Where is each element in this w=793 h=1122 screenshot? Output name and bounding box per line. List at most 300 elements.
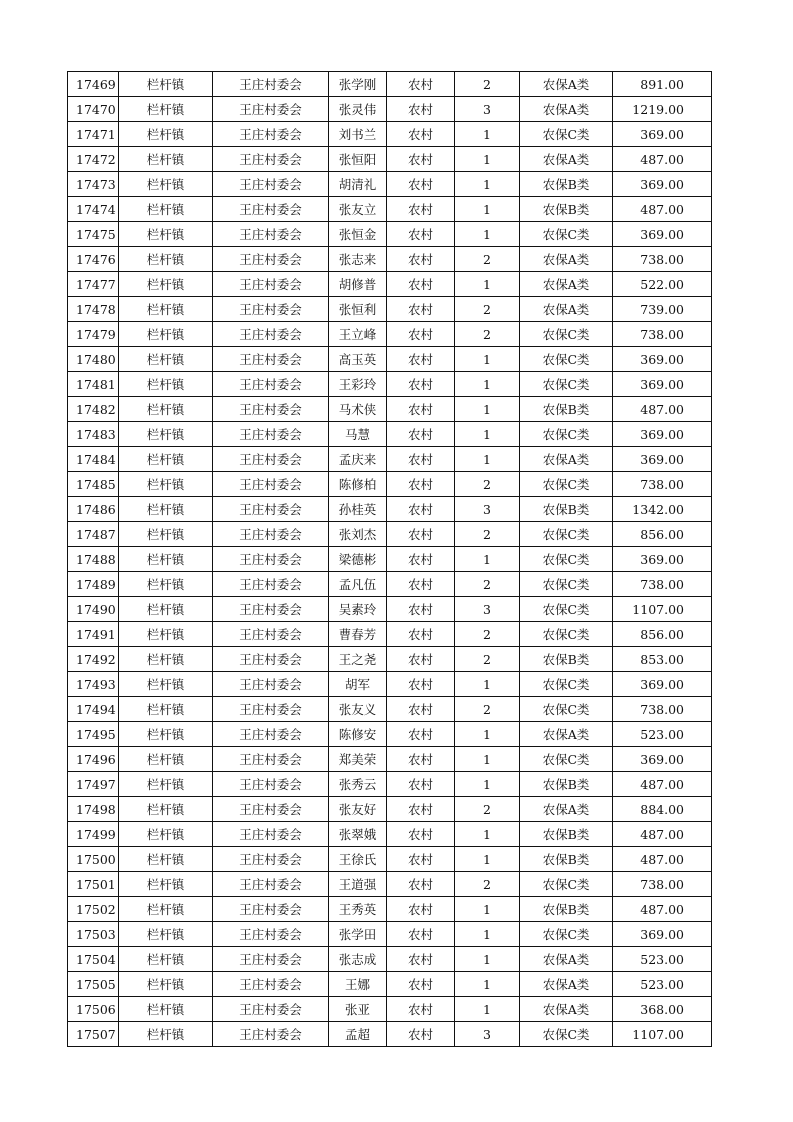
village-committee-cell: 王庄村委会 (213, 597, 329, 622)
household-count-cell: 1 (455, 172, 520, 197)
household-count-cell: 2 (455, 797, 520, 822)
insurance-category-cell: 农保C类 (520, 697, 613, 722)
table-row (68, 272, 712, 297)
town-cell: 栏杆镇 (119, 647, 213, 672)
name-cell: 吴素玲 (329, 597, 387, 622)
household-count-cell: 1 (455, 272, 520, 297)
name-cell: 郑美荣 (329, 747, 387, 772)
household-count-cell: 1 (455, 347, 520, 372)
name-cell: 王彩玲 (329, 372, 387, 397)
table-row (68, 422, 712, 447)
village-committee-cell: 王庄村委会 (213, 722, 329, 747)
household-count-cell: 2 (455, 247, 520, 272)
area-type-cell: 农村 (387, 672, 455, 697)
insurance-category-cell: 农保C类 (520, 622, 613, 647)
household-count-cell: 2 (455, 622, 520, 647)
insurance-category-cell: 农保B类 (520, 847, 613, 872)
amount-cell: 369.00 (613, 547, 712, 572)
town-cell: 栏杆镇 (119, 622, 213, 647)
insurance-category-cell: 农保B类 (520, 172, 613, 197)
area-type-cell: 农村 (387, 772, 455, 797)
amount-cell: 856.00 (613, 522, 712, 547)
area-type-cell: 农村 (387, 797, 455, 822)
household-count-cell: 1 (455, 972, 520, 997)
village-committee-cell: 王庄村委会 (213, 272, 329, 297)
record-id-cell: 17499 (68, 822, 119, 847)
village-committee-cell: 王庄村委会 (213, 622, 329, 647)
household-count-cell: 3 (455, 97, 520, 122)
area-type-cell: 农村 (387, 447, 455, 472)
record-id-cell: 17494 (68, 697, 119, 722)
insurance-category-cell: 农保B类 (520, 647, 613, 672)
area-type-cell: 农村 (387, 622, 455, 647)
village-committee-cell: 王庄村委会 (213, 772, 329, 797)
household-count-cell: 2 (455, 697, 520, 722)
village-committee-cell: 王庄村委会 (213, 147, 329, 172)
amount-cell: 738.00 (613, 247, 712, 272)
household-count-cell: 1 (455, 847, 520, 872)
record-id-cell: 17489 (68, 572, 119, 597)
insurance-category-cell: 农保A类 (520, 272, 613, 297)
table-row (68, 122, 712, 147)
insurance-category-cell: 农保A类 (520, 147, 613, 172)
record-id-cell: 17507 (68, 1022, 119, 1047)
area-type-cell: 农村 (387, 297, 455, 322)
name-cell: 王之尧 (329, 647, 387, 672)
table-row (68, 197, 712, 222)
household-count-cell: 1 (455, 397, 520, 422)
record-id-cell: 17503 (68, 922, 119, 947)
village-committee-cell: 王庄村委会 (213, 872, 329, 897)
record-id-cell: 17490 (68, 597, 119, 622)
amount-cell: 1107.00 (613, 1022, 712, 1047)
amount-cell: 369.00 (613, 122, 712, 147)
amount-cell: 1219.00 (613, 97, 712, 122)
household-count-cell: 1 (455, 897, 520, 922)
area-type-cell: 农村 (387, 847, 455, 872)
table-row (68, 397, 712, 422)
household-count-cell: 2 (455, 472, 520, 497)
name-cell: 王娜 (329, 972, 387, 997)
name-cell: 张友义 (329, 697, 387, 722)
area-type-cell: 农村 (387, 897, 455, 922)
table-row (68, 822, 712, 847)
area-type-cell: 农村 (387, 422, 455, 447)
household-count-cell: 3 (455, 597, 520, 622)
village-committee-cell: 王庄村委会 (213, 947, 329, 972)
name-cell: 张恒利 (329, 297, 387, 322)
insurance-category-cell: 农保C类 (520, 222, 613, 247)
town-cell: 栏杆镇 (119, 997, 213, 1022)
area-type-cell: 农村 (387, 872, 455, 897)
town-cell: 栏杆镇 (119, 772, 213, 797)
village-committee-cell: 王庄村委会 (213, 922, 329, 947)
insurance-category-cell: 农保A类 (520, 722, 613, 747)
town-cell: 栏杆镇 (119, 72, 213, 97)
name-cell: 孙桂英 (329, 497, 387, 522)
household-count-cell: 1 (455, 547, 520, 572)
household-count-cell: 1 (455, 822, 520, 847)
area-type-cell: 农村 (387, 697, 455, 722)
name-cell: 张友好 (329, 797, 387, 822)
town-cell: 栏杆镇 (119, 97, 213, 122)
area-type-cell: 农村 (387, 522, 455, 547)
name-cell: 张翠娥 (329, 822, 387, 847)
table-row (68, 72, 712, 97)
amount-cell: 487.00 (613, 772, 712, 797)
household-count-cell: 1 (455, 122, 520, 147)
village-committee-cell: 王庄村委会 (213, 72, 329, 97)
town-cell: 栏杆镇 (119, 897, 213, 922)
insurance-category-cell: 农保A类 (520, 447, 613, 472)
insurance-category-cell: 农保C类 (520, 522, 613, 547)
record-id-cell: 17504 (68, 947, 119, 972)
name-cell: 张灵伟 (329, 97, 387, 122)
household-count-cell: 1 (455, 997, 520, 1022)
household-count-cell: 1 (455, 672, 520, 697)
town-cell: 栏杆镇 (119, 547, 213, 572)
table-row (68, 622, 712, 647)
village-committee-cell: 王庄村委会 (213, 547, 329, 572)
amount-cell: 853.00 (613, 647, 712, 672)
amount-cell: 856.00 (613, 622, 712, 647)
area-type-cell: 农村 (387, 472, 455, 497)
village-committee-cell: 王庄村委会 (213, 897, 329, 922)
household-count-cell: 3 (455, 1022, 520, 1047)
insurance-category-cell: 农保B类 (520, 897, 613, 922)
record-id-cell: 17488 (68, 547, 119, 572)
town-cell: 栏杆镇 (119, 272, 213, 297)
name-cell: 胡军 (329, 672, 387, 697)
table-row (68, 697, 712, 722)
insurance-category-cell: 农保A类 (520, 97, 613, 122)
record-id-cell: 17487 (68, 522, 119, 547)
household-count-cell: 3 (455, 497, 520, 522)
table-body (68, 72, 712, 1047)
record-id-cell: 17485 (68, 472, 119, 497)
table-row (68, 572, 712, 597)
household-count-cell: 1 (455, 922, 520, 947)
record-id-cell: 17481 (68, 372, 119, 397)
amount-cell: 369.00 (613, 172, 712, 197)
insurance-category-cell: 农保C类 (520, 472, 613, 497)
area-type-cell: 农村 (387, 997, 455, 1022)
insurance-category-cell: 农保B类 (520, 822, 613, 847)
village-committee-cell: 王庄村委会 (213, 697, 329, 722)
village-committee-cell: 王庄村委会 (213, 97, 329, 122)
town-cell: 栏杆镇 (119, 722, 213, 747)
amount-cell: 891.00 (613, 72, 712, 97)
insurance-category-cell: 农保C类 (520, 922, 613, 947)
name-cell: 张恒阳 (329, 147, 387, 172)
village-committee-cell: 王庄村委会 (213, 247, 329, 272)
table-row (68, 297, 712, 322)
table-row (68, 972, 712, 997)
insurance-category-cell: 农保A类 (520, 997, 613, 1022)
area-type-cell: 农村 (387, 972, 455, 997)
record-id-cell: 17482 (68, 397, 119, 422)
village-committee-cell: 王庄村委会 (213, 572, 329, 597)
town-cell: 栏杆镇 (119, 1022, 213, 1047)
town-cell: 栏杆镇 (119, 847, 213, 872)
village-committee-cell: 王庄村委会 (213, 822, 329, 847)
amount-cell: 369.00 (613, 422, 712, 447)
name-cell: 王徐氏 (329, 847, 387, 872)
record-id-cell: 17473 (68, 172, 119, 197)
insurance-category-cell: 农保A类 (520, 797, 613, 822)
name-cell: 孟凡伍 (329, 572, 387, 597)
insurance-category-cell: 农保A类 (520, 247, 613, 272)
household-count-cell: 1 (455, 372, 520, 397)
town-cell: 栏杆镇 (119, 597, 213, 622)
insurance-category-cell: 农保C类 (520, 672, 613, 697)
record-id-cell: 17500 (68, 847, 119, 872)
insurance-category-cell: 农保B类 (520, 497, 613, 522)
insurance-category-cell: 农保A类 (520, 297, 613, 322)
area-type-cell: 农村 (387, 372, 455, 397)
name-cell: 孟超 (329, 1022, 387, 1047)
name-cell: 张志成 (329, 947, 387, 972)
household-count-cell: 2 (455, 572, 520, 597)
area-type-cell: 农村 (387, 97, 455, 122)
town-cell: 栏杆镇 (119, 872, 213, 897)
village-committee-cell: 王庄村委会 (213, 522, 329, 547)
town-cell: 栏杆镇 (119, 422, 213, 447)
record-id-cell: 17501 (68, 872, 119, 897)
town-cell: 栏杆镇 (119, 447, 213, 472)
amount-cell: 523.00 (613, 947, 712, 972)
record-id-cell: 17480 (68, 347, 119, 372)
household-count-cell: 1 (455, 772, 520, 797)
insurance-category-cell: 农保C类 (520, 547, 613, 572)
record-id-cell: 17475 (68, 222, 119, 247)
village-committee-cell: 王庄村委会 (213, 222, 329, 247)
household-count-cell: 2 (455, 297, 520, 322)
town-cell: 栏杆镇 (119, 322, 213, 347)
table-row (68, 747, 712, 772)
table-row (68, 872, 712, 897)
area-type-cell: 农村 (387, 322, 455, 347)
insurance-category-cell: 农保A类 (520, 72, 613, 97)
insurance-category-cell: 农保C类 (520, 1022, 613, 1047)
household-count-cell: 1 (455, 222, 520, 247)
household-count-cell: 1 (455, 722, 520, 747)
amount-cell: 487.00 (613, 147, 712, 172)
village-committee-cell: 王庄村委会 (213, 297, 329, 322)
village-committee-cell: 王庄村委会 (213, 347, 329, 372)
town-cell: 栏杆镇 (119, 797, 213, 822)
amount-cell: 1107.00 (613, 597, 712, 622)
town-cell: 栏杆镇 (119, 572, 213, 597)
town-cell: 栏杆镇 (119, 122, 213, 147)
table-row (68, 922, 712, 947)
town-cell: 栏杆镇 (119, 247, 213, 272)
area-type-cell: 农村 (387, 497, 455, 522)
area-type-cell: 农村 (387, 572, 455, 597)
name-cell: 胡修普 (329, 272, 387, 297)
amount-cell: 369.00 (613, 222, 712, 247)
table-row (68, 447, 712, 472)
amount-cell: 739.00 (613, 297, 712, 322)
area-type-cell: 农村 (387, 197, 455, 222)
record-id-cell: 17486 (68, 497, 119, 522)
table-row (68, 147, 712, 172)
insurance-category-cell: 农保C类 (520, 347, 613, 372)
village-committee-cell: 王庄村委会 (213, 397, 329, 422)
area-type-cell: 农村 (387, 397, 455, 422)
record-id-cell: 17479 (68, 322, 119, 347)
village-committee-cell: 王庄村委会 (213, 1022, 329, 1047)
table-row (68, 1022, 712, 1047)
household-count-cell: 1 (455, 197, 520, 222)
village-committee-cell: 王庄村委会 (213, 797, 329, 822)
village-committee-cell: 王庄村委会 (213, 372, 329, 397)
amount-cell: 368.00 (613, 997, 712, 1022)
area-type-cell: 农村 (387, 1022, 455, 1047)
area-type-cell: 农村 (387, 222, 455, 247)
name-cell: 张秀云 (329, 772, 387, 797)
record-id-cell: 17478 (68, 297, 119, 322)
record-id-cell: 17470 (68, 97, 119, 122)
household-count-cell: 1 (455, 147, 520, 172)
household-count-cell: 2 (455, 322, 520, 347)
insurance-category-cell: 农保C类 (520, 122, 613, 147)
record-id-cell: 17506 (68, 997, 119, 1022)
name-cell: 马术侠 (329, 397, 387, 422)
household-count-cell: 2 (455, 647, 520, 672)
table-row (68, 772, 712, 797)
insurance-category-cell: 农保A类 (520, 972, 613, 997)
household-count-cell: 1 (455, 422, 520, 447)
name-cell: 刘书兰 (329, 122, 387, 147)
name-cell: 张亚 (329, 997, 387, 1022)
household-count-cell: 2 (455, 72, 520, 97)
village-committee-cell: 王庄村委会 (213, 497, 329, 522)
town-cell: 栏杆镇 (119, 147, 213, 172)
amount-cell: 523.00 (613, 972, 712, 997)
name-cell: 王秀英 (329, 897, 387, 922)
household-count-cell: 2 (455, 872, 520, 897)
name-cell: 张友立 (329, 197, 387, 222)
amount-cell: 738.00 (613, 322, 712, 347)
town-cell: 栏杆镇 (119, 497, 213, 522)
record-id-cell: 17492 (68, 647, 119, 672)
table-row (68, 672, 712, 697)
village-committee-cell: 王庄村委会 (213, 122, 329, 147)
name-cell: 马慧 (329, 422, 387, 447)
name-cell: 张学刚 (329, 72, 387, 97)
village-committee-cell: 王庄村委会 (213, 422, 329, 447)
town-cell: 栏杆镇 (119, 372, 213, 397)
record-id-cell: 17484 (68, 447, 119, 472)
area-type-cell: 农村 (387, 547, 455, 572)
table-row (68, 947, 712, 972)
name-cell: 孟庆来 (329, 447, 387, 472)
town-cell: 栏杆镇 (119, 347, 213, 372)
town-cell: 栏杆镇 (119, 397, 213, 422)
insurance-category-cell: 农保C类 (520, 322, 613, 347)
record-id-cell: 17471 (68, 122, 119, 147)
amount-cell: 522.00 (613, 272, 712, 297)
table-row (68, 472, 712, 497)
table-row (68, 547, 712, 572)
name-cell: 张志来 (329, 247, 387, 272)
amount-cell: 738.00 (613, 697, 712, 722)
village-committee-cell: 王庄村委会 (213, 672, 329, 697)
record-id-cell: 17472 (68, 147, 119, 172)
village-committee-cell: 王庄村委会 (213, 747, 329, 772)
area-type-cell: 农村 (387, 172, 455, 197)
amount-cell: 487.00 (613, 197, 712, 222)
town-cell: 栏杆镇 (119, 222, 213, 247)
town-cell: 栏杆镇 (119, 922, 213, 947)
table-row (68, 997, 712, 1022)
amount-cell: 738.00 (613, 572, 712, 597)
town-cell: 栏杆镇 (119, 172, 213, 197)
area-type-cell: 农村 (387, 922, 455, 947)
table-row (68, 247, 712, 272)
amount-cell: 487.00 (613, 822, 712, 847)
record-id-cell: 17474 (68, 197, 119, 222)
name-cell: 张学田 (329, 922, 387, 947)
insurance-category-cell: 农保C类 (520, 372, 613, 397)
table-row (68, 847, 712, 872)
area-type-cell: 农村 (387, 72, 455, 97)
table-row (68, 497, 712, 522)
record-id-cell: 17498 (68, 797, 119, 822)
name-cell: 王立峰 (329, 322, 387, 347)
town-cell: 栏杆镇 (119, 197, 213, 222)
amount-cell: 1342.00 (613, 497, 712, 522)
insurance-category-cell: 农保C类 (520, 747, 613, 772)
record-id-cell: 17483 (68, 422, 119, 447)
town-cell: 栏杆镇 (119, 822, 213, 847)
household-count-cell: 1 (455, 447, 520, 472)
name-cell: 高玉英 (329, 347, 387, 372)
table-row (68, 372, 712, 397)
table-row (68, 347, 712, 372)
area-type-cell: 农村 (387, 947, 455, 972)
insurance-category-cell: 农保C类 (520, 597, 613, 622)
town-cell: 栏杆镇 (119, 697, 213, 722)
amount-cell: 487.00 (613, 397, 712, 422)
table-row (68, 722, 712, 747)
name-cell: 王道强 (329, 872, 387, 897)
village-committee-cell: 王庄村委会 (213, 322, 329, 347)
insurance-category-cell: 农保C类 (520, 872, 613, 897)
insurance-category-cell: 农保B类 (520, 197, 613, 222)
village-committee-cell: 王庄村委会 (213, 647, 329, 672)
town-cell: 栏杆镇 (119, 297, 213, 322)
record-id-cell: 17491 (68, 622, 119, 647)
record-id-cell: 17493 (68, 672, 119, 697)
table-row (68, 897, 712, 922)
insurance-category-cell: 农保C类 (520, 572, 613, 597)
village-committee-cell: 王庄村委会 (213, 172, 329, 197)
record-id-cell: 17502 (68, 897, 119, 922)
table-row (68, 597, 712, 622)
area-type-cell: 农村 (387, 597, 455, 622)
record-id-cell: 17497 (68, 772, 119, 797)
village-committee-cell: 王庄村委会 (213, 197, 329, 222)
area-type-cell: 农村 (387, 272, 455, 297)
insurance-category-cell: 农保B类 (520, 772, 613, 797)
area-type-cell: 农村 (387, 122, 455, 147)
amount-cell: 738.00 (613, 472, 712, 497)
insurance-category-cell: 农保A类 (520, 947, 613, 972)
table-row (68, 97, 712, 122)
amount-cell: 369.00 (613, 372, 712, 397)
